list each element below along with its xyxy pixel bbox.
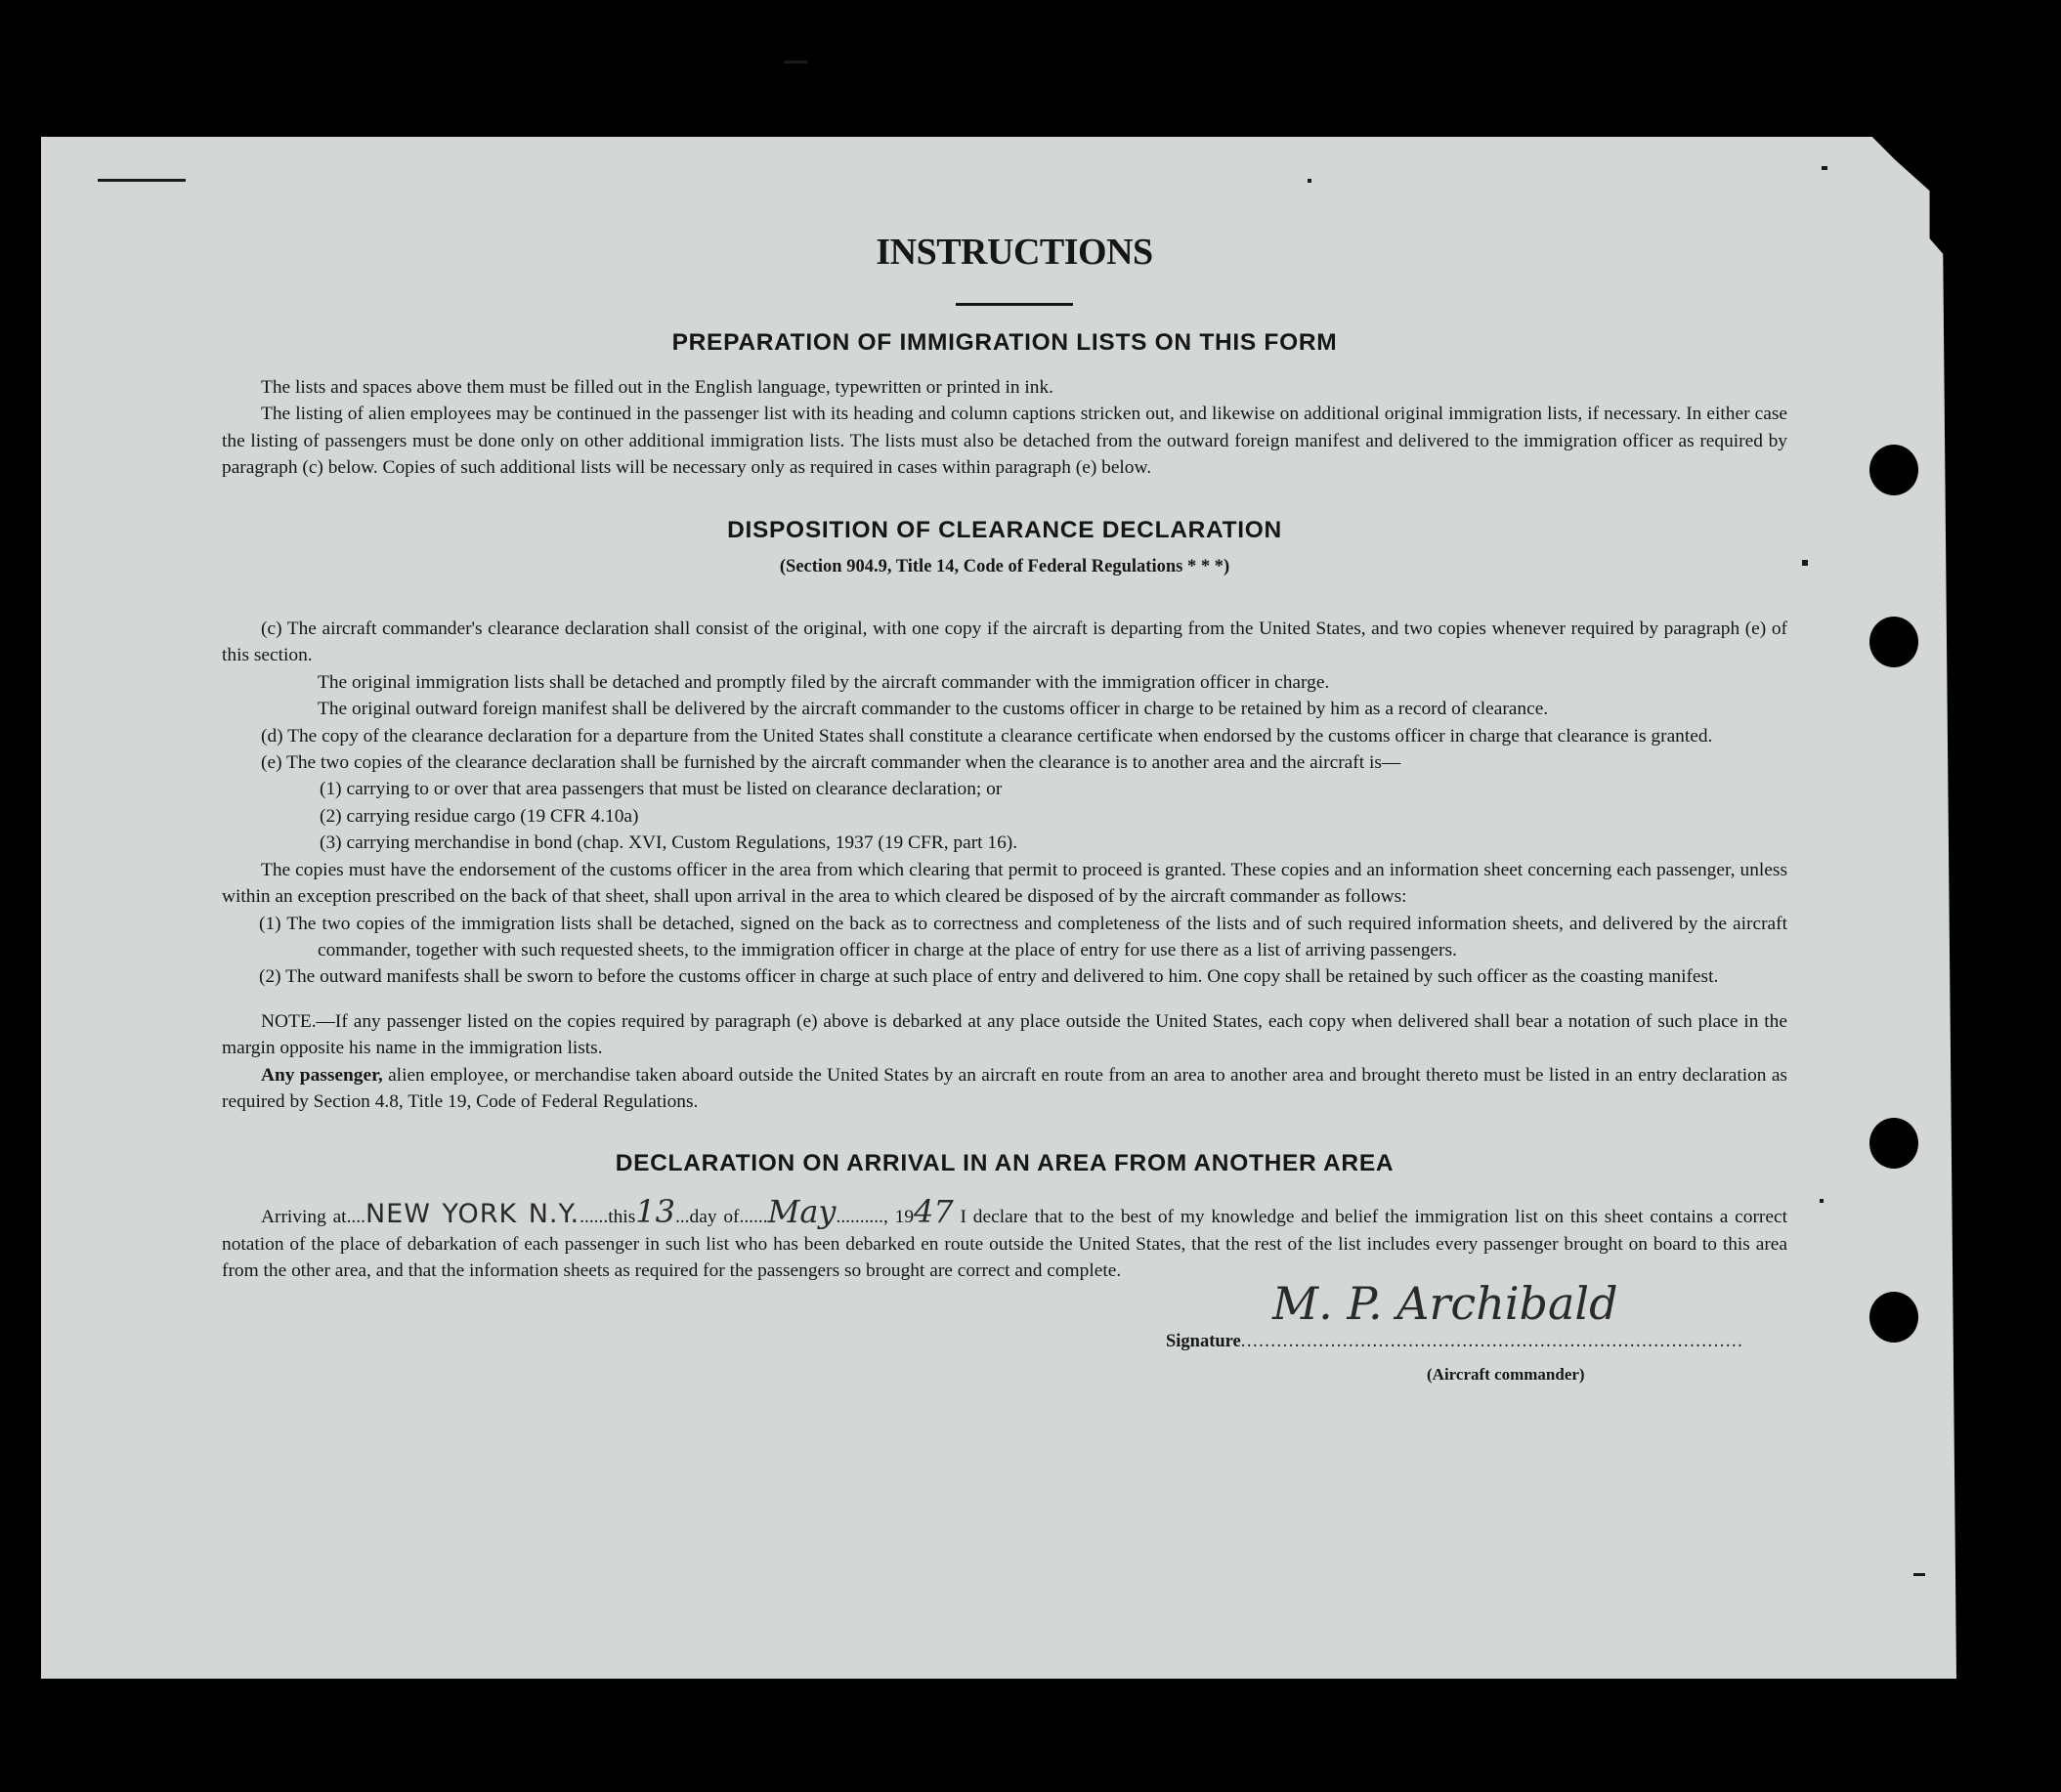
paragraph-c: (c) The aircraft commander's clearance declaration shall consist of the original, with one copy if the aircraft is departing from the United States, and two copies whenever required by paragraph (e) of this section. bbox=[222, 619, 1787, 666]
paragraph-d: (d) The copy of the clearance declaration for a departure from the United States shall constitute a clearance certificate when endorsed by the customs officer in charge that clearance is granted. bbox=[261, 725, 1713, 747]
paragraph-e: (e) The two copies of the clearance declaration shall be furnished by the aircraft commander when the clearance is to another area and the aircraft is— bbox=[261, 752, 1401, 774]
paragraph-disposal-2: (2) The outward manifests shall be sworn to before the customs officer in charge at such place of entry and delivered to him. One copy shall be retained by such officer as the coasting manifest. bbox=[259, 966, 1719, 988]
paragraph-disposal-1: (1) The two copies of the immigration lists shall be detached, signed on the back as to correctness and completeness of the lists and of such required information sheets, and delivered by the aircraft commander, together with such requested sheets, to the immigration officer in charge at the place of entry for use there as a list of arriving passengers. bbox=[259, 913, 1787, 960]
scan-speck bbox=[1820, 1199, 1824, 1203]
paragraph-e-item-3: (3) carrying merchandise in bond (chap. XVI, Custom Regulations, 1937 (19 CFR, part 16). bbox=[320, 832, 1018, 854]
arrival-month-field[interactable]: May bbox=[767, 1193, 837, 1231]
preparation-heading: PREPARATION OF IMMIGRATION LISTS ON THIS FORM bbox=[671, 329, 1338, 356]
paragraph-e-item-2: (2) carrying residue cargo (19 CFR 4.10a) bbox=[320, 805, 639, 827]
arrival-text-arriving: Arriving at bbox=[261, 1207, 347, 1228]
any-passenger-rest: alien employee, or merchandise taken aboard outside the United States by an aircraft en route from an area to another area and brought thereto must be listed in an entry declaration as required by Section 4.8, Title 19, Code of Federal Regulations. bbox=[222, 1064, 1787, 1112]
paragraph-copies: The copies must have the endorsement of the customs officer in the area from which clearing that permit to proceed is granted. These copies and an information sheet concerning each passenger, unless within an exception prescribed on the back of that sheet, shall upon arrival in the area to which cleared be disposed of by the aircraft commander as follows: bbox=[222, 859, 1787, 908]
punch-hole bbox=[1869, 1118, 1918, 1169]
page-title: INSTRUCTIONS bbox=[876, 232, 1153, 273]
signature-label: Signature bbox=[1166, 1331, 1241, 1351]
signature-block bbox=[222, 1276, 1787, 1387]
scan-speck bbox=[98, 179, 186, 182]
signature-field[interactable]: M. P. Archibald bbox=[1272, 1276, 1618, 1330]
punch-hole bbox=[1869, 1292, 1918, 1343]
arrival-place-field[interactable]: NEW YORK N.Y. bbox=[365, 1199, 580, 1230]
any-passenger-lead: Any passenger, bbox=[261, 1064, 383, 1086]
signature-line bbox=[1166, 1332, 1743, 1352]
punch-hole bbox=[1869, 445, 1918, 495]
scan-speck bbox=[1802, 560, 1808, 566]
signature-role: (Aircraft commander) bbox=[1427, 1364, 1585, 1384]
preparation-paragraph-1: The lists and spaces above them must be filled out in the English language, typewritten or printed in ink. bbox=[261, 377, 1053, 398]
scan-speck bbox=[1913, 1573, 1925, 1576]
instructions-content bbox=[222, 231, 1787, 1387]
disposition-subheading: (Section 904.9, Title 14, Code of Federal Regulations * * *) bbox=[779, 556, 1230, 576]
arrival-text-century: 19 bbox=[894, 1207, 915, 1228]
scan-speck bbox=[1308, 179, 1311, 183]
punch-hole bbox=[1869, 617, 1918, 667]
scan-speck bbox=[784, 61, 807, 64]
disposition-heading: DISPOSITION OF CLEARANCE DECLARATION bbox=[727, 516, 1282, 543]
note-paragraph: NOTE.—If any passenger listed on the copies required by paragraph (e) above is debarked at any place outside the United States, each copy when delivered shall bear a notation of such place in the margin opposite his name in the immigration lists. bbox=[222, 1010, 1787, 1059]
scan-speck bbox=[1822, 166, 1827, 170]
arrival-day-field[interactable]: 13 bbox=[635, 1193, 675, 1231]
arrival-text-declaration: I declare that to the best of my knowledge and belief the immigration list on this sheet contains a correct notation of the place of debarkation of each passenger in such list who has been debarked en route outside the United States, that the rest of the list includes every passenger brought on board to this area from the other area, and that the information sheets as required for the passengers so brought are correct and complete. bbox=[222, 1207, 1787, 1282]
paragraph-c-original-manifest: The original outward foreign manifest shall be delivered by the aircraft commander to the customs officer in charge to be retained by him as a record of clearance. bbox=[318, 699, 1549, 720]
paragraph-c-original-lists: The original immigration lists shall be detached and promptly filed by the aircraft commander with the immigration officer in charge. bbox=[318, 671, 1330, 693]
preparation-paragraph-2: The listing of alien employees may be continued in the passenger list with its heading and column captions stricken out, and likewise on additional original immigration lists, if necessary. In either case the listing of passengers must be done only on other additional immigration lists. The lists must also be detached from the outward foreign manifest and delivered to the immigration officer as required by paragraph (c) below. Copies of such additional lists will be necessary only as required in cases within paragraph (e) below. bbox=[222, 404, 1787, 479]
any-passenger-paragraph bbox=[222, 1062, 1787, 1116]
title-rule bbox=[956, 303, 1073, 306]
arrival-text-this: this bbox=[608, 1207, 636, 1228]
paragraph-e-item-1: (1) carrying to or over that area passengers that must be listed on clearance declaration; or bbox=[320, 779, 1003, 800]
arrival-text-day-of: day of bbox=[689, 1207, 740, 1228]
arrival-year-field[interactable]: 47 bbox=[914, 1193, 954, 1231]
arrival-declaration: Arriving at....NEW YORK N.Y.......this13...day of......May.........., 1947 I declare that to the best of my knowledge and belief the immigration list on this sheet contains a correct notation of the place of debarkation of each passenger in such list who has been debarked en route outside the United States, that the rest of the list includes every passenger brought on board to this area from the other area, and that the information sheets as required for the passengers so brought are correct and complete. bbox=[222, 1193, 1787, 1282]
arrival-heading: DECLARATION ON ARRIVAL IN AN AREA FROM ANOTHER AREA bbox=[615, 1150, 1395, 1177]
signature-dotted-line: .................................................................................... bbox=[1240, 1331, 1744, 1351]
